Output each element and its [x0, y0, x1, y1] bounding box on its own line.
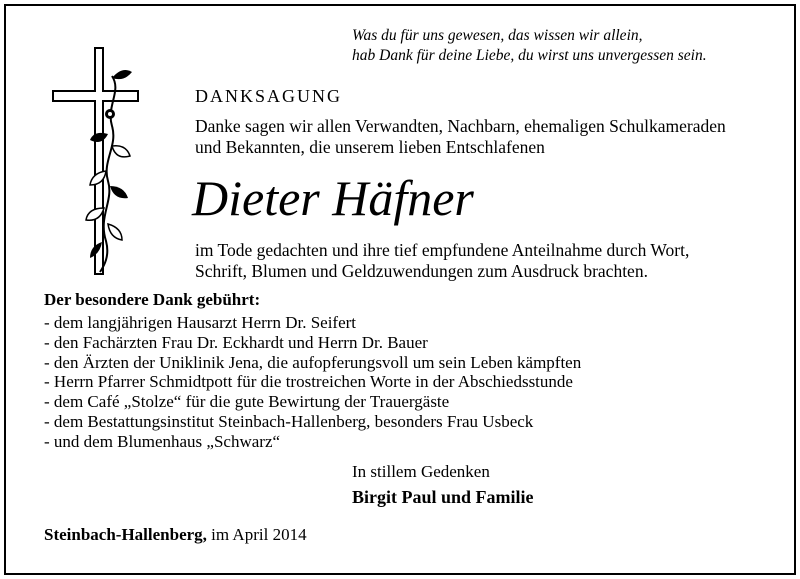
- list-item: - dem langjährigen Hausarzt Herrn Dr. Seifert: [44, 313, 357, 332]
- intro-line-1: Danke sagen wir allen Verwandten, Nachbarn, ehemaligen Schulkameraden: [195, 116, 726, 136]
- date-text: im April 2014: [206, 525, 307, 544]
- epitaph-line-2: hab Dank für deine Liebe, du wirst uns unvergessen sein.: [352, 47, 707, 64]
- intro-line-2: und Bekannten, die unserem lieben Entschlafenen: [195, 137, 545, 157]
- list-item: - dem Café „Stolze“ für die gute Bewirtung der Trauergäste: [44, 392, 450, 412]
- special-thanks-heading: Der besondere Dank gebührt:: [44, 290, 261, 309]
- list-item: - und dem Blumenhaus „Schwarz“: [44, 431, 281, 451]
- special-thanks-list: [44, 313, 581, 452]
- epitaph-line-1: Was du für uns gewesen, das wissen wir allein,: [352, 27, 643, 44]
- body-paragraph: [195, 240, 689, 282]
- list-item: - den Fachärzten Frau Dr. Eckhardt und Herrn Dr. Bauer: [44, 332, 428, 352]
- intro-paragraph: [195, 116, 726, 158]
- deceased-name: Dieter Häfner: [192, 170, 474, 226]
- notice-heading: DANKSAGUNG: [195, 86, 343, 106]
- body-line-1: im Tode gedachten und ihre tief empfundene Anteilnahme durch Wort,: [195, 240, 690, 260]
- place-name: Steinbach-Hallenberg,: [44, 525, 207, 544]
- closing-line: In stillem Gedenken: [352, 462, 490, 481]
- list-item: - Herrn Pfarrer Schmidtpott für die trostreichen Worte in der Abschiedsstunde: [44, 372, 573, 392]
- place-date-line: [44, 525, 307, 545]
- epitaph-quote: [352, 26, 707, 66]
- signer-name: Birgit Paul und Familie: [352, 487, 534, 507]
- cross-with-rose-icon: [50, 46, 140, 281]
- list-item: - dem Bestattungsinstitut Steinbach-Hallenberg, besonders Frau Usbeck: [44, 411, 534, 431]
- list-item: - den Ärzten der Uniklinik Jena, die aufopferungsvoll um sein Leben kämpften: [44, 352, 582, 372]
- body-line-2: Schrift, Blumen und Geldzuwendungen zum Ausdruck brachten.: [195, 261, 648, 281]
